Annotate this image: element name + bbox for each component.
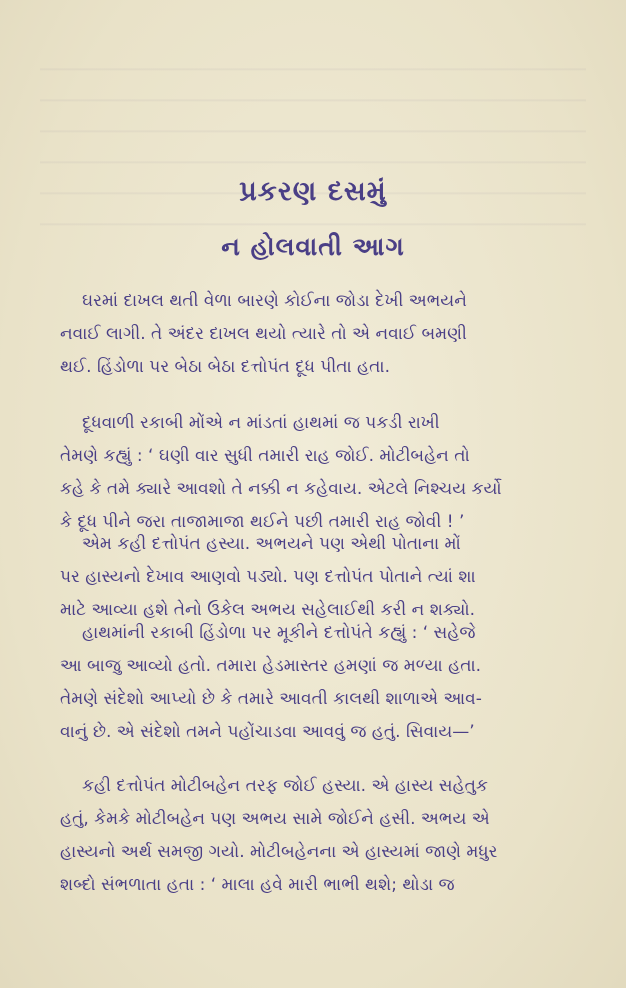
paragraph [60,285,578,384]
chapter-heading: પ્રકરણ દસમું [239,176,387,207]
chapter-title: ન હોલવાતી આગ [221,232,405,261]
text-line: વાનું છે. એ સંદેશો તમને પહોંચાડવા આવવું જ હતું. સિવાય—’ [60,722,475,742]
text-line: તેમણે કહ્યું : ‘ ઘણી વાર સુધી તમારી રાહ જોઈ. મોટીબહેન તો [60,446,470,466]
text-line: કહી દત્તોપંત મોટીબહેન તરફ જોઈ હસ્યા. એ હાસ્ય સહેતુક [82,776,488,796]
text-line: કહે કે તમે ક્યારે આવશો તે નક્કી ન કહેવાય. એટલે નિશ્ચય કર્યો [60,479,502,499]
paragraph [60,617,578,749]
show-through-text [40,40,586,250]
paragraph [60,770,578,902]
text-line: આ બાજુ આવ્યો હતો. તમારા હેડમાસ્તર હમણાં જ મળ્યા હતા. [60,656,482,676]
text-line: પર હાસ્યનો દેખાવ આણવો પડ્યો. પણ દત્તોપંત પોતાને ત્યાં શા [60,567,476,587]
text-line: હાસ્યનો અર્થ સમજી ગયો. મોટીબહેનના એ હાસ્યમાં જાણે મધુર [60,842,498,862]
text-line: એમ કહી દત્તોપંત હસ્યા. અભયને પણ એથી પોતાના મોં [82,534,461,554]
text-line: હાથમાંની રકાબી હિંડોળા પર મૂકીને દત્તોપંતે કહ્યું : ‘ સહેજે [82,623,476,643]
text-line: ઘરમાં દાખલ થતી વેળા બારણે કોઈના જોડા દેખી અભયને [82,291,467,311]
paragraph [60,528,578,627]
text-line: હતું, કેમકે મોટીબહેન પણ અભય સામે જોઈને હસી. અભય એ [60,809,490,829]
text-line: તેમણે સંદેશો આપ્યો છે કે તમારે આવતી કાલથી શાળાએ આવ- [60,689,482,709]
text-line: શબ્દો સંભળાતા હતા : ‘ માલા હવે મારી ભાભી થશે; થોડા જ [60,875,455,895]
text-line: થઈ. હિંડોળા પર બેઠા બેઠા દત્તોપંત દૂધ પીતા હતા. [60,357,390,377]
text-line: દૂધવાળી રકાબી મોંએ ન માંડતાં હાથમાં જ પકડી રાખી [82,413,440,433]
text-line: માટે આવ્યા હશે તેનો ઉકેલ અભય સહેલાઈથી કરી ન શક્યો. [60,600,476,620]
text-line: નવાઈ લાગી. તે અંદર દાખલ થયો ત્યારે તો એ નવાઈ બમણી [60,324,467,344]
paragraph [60,407,578,539]
text-line: કે દૂધ પીને જરા તાજામાજા થઈને પછી તમારી રાહ જોવી ! ’ [60,512,465,532]
